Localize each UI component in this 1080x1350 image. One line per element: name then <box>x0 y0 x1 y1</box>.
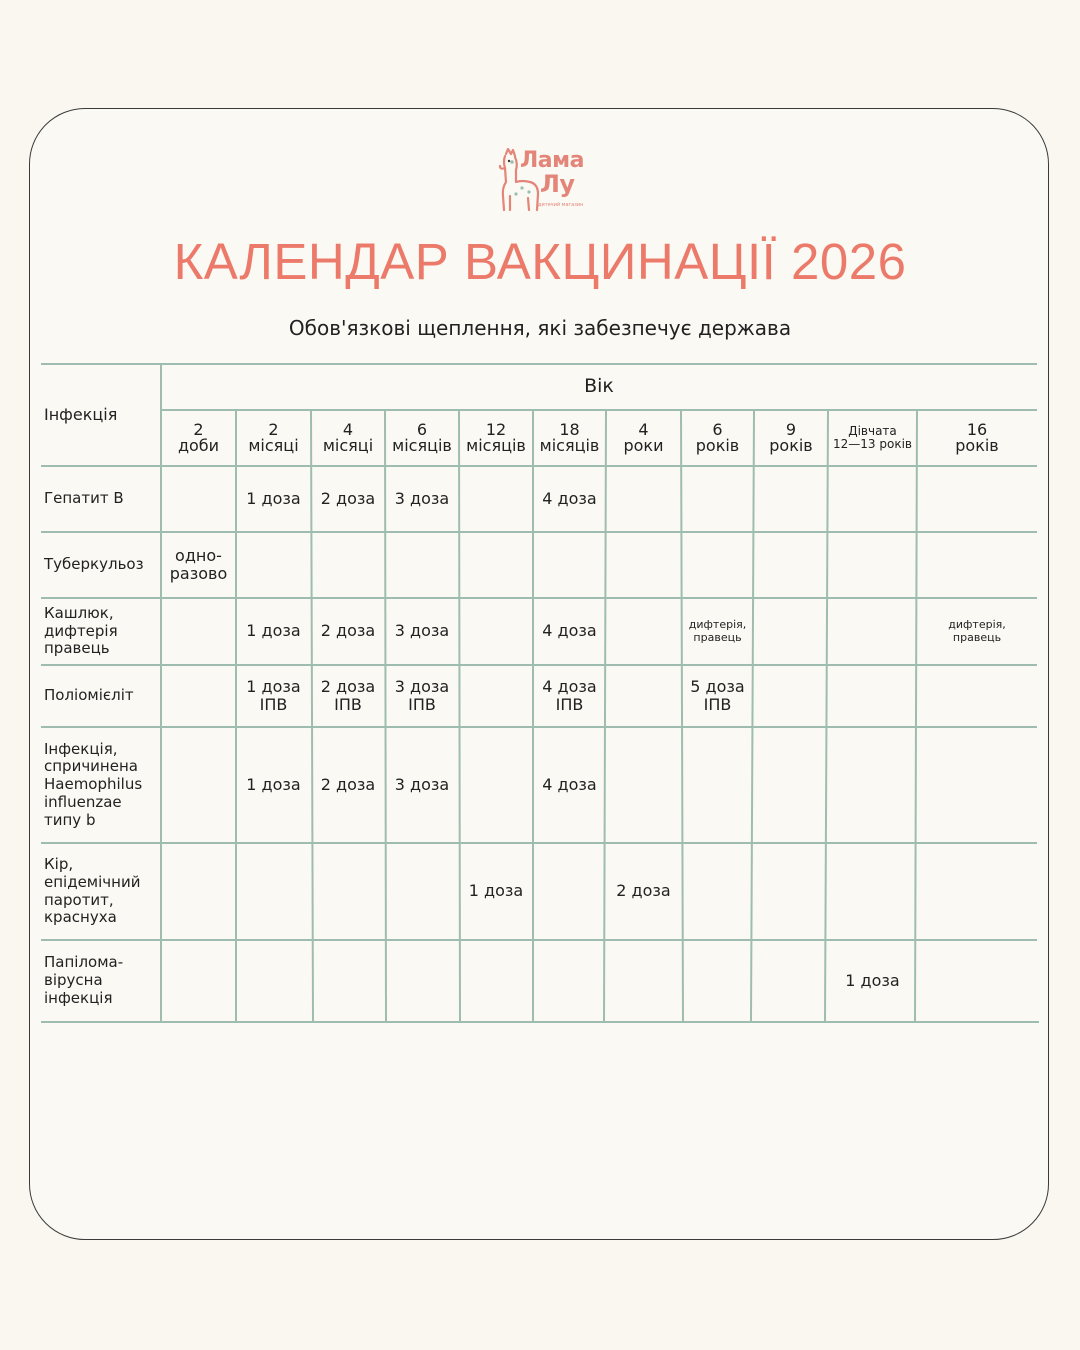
infection-name: Кашлюк, дифтерія правець <box>44 603 118 658</box>
age-header: Вік <box>584 375 614 398</box>
dose-cell <box>917 940 1037 1022</box>
dose-cell <box>681 532 754 598</box>
age-column-header: 12 місяців <box>466 420 526 455</box>
dose-cell: 1 доза <box>246 488 301 508</box>
dose-cell <box>311 532 385 598</box>
dose-cell <box>606 598 681 665</box>
brand-tagline: дитячий магазин <box>538 202 584 208</box>
dose-cell: 2 доза ІПВ <box>320 676 376 714</box>
dose-cell <box>236 843 311 940</box>
dose-cell: 3 доза ІПВ <box>394 676 450 714</box>
dose-cell <box>459 665 533 727</box>
dose-cell <box>385 532 459 598</box>
dose-cell <box>161 598 236 665</box>
page-title: КАЛЕНДАР ВАКЦИНАЦІЇ 2026 <box>173 233 907 290</box>
dose-cell: 2 доза <box>320 488 376 508</box>
dose-cell <box>828 727 917 843</box>
dose-cell: 2 доза <box>616 881 671 901</box>
dose-cell <box>385 940 459 1022</box>
age-column-header: Дівчата 12—13 років <box>833 423 912 451</box>
dose-cell <box>311 843 385 940</box>
brand-name-line1: Лама <box>520 148 584 173</box>
age-column-header: 4 роки <box>623 420 664 455</box>
dose-cell <box>828 598 917 665</box>
dose-cell: 5 доза ІПВ <box>690 676 745 714</box>
dose-cell <box>754 843 828 940</box>
dose-cell <box>606 727 681 843</box>
dose-cell: 3 доза <box>394 621 450 641</box>
dose-cell <box>385 843 459 940</box>
age-column-header: 18 місяців <box>539 420 600 455</box>
dose-cell: 3 доза <box>394 488 450 508</box>
page-subtitle: Обов'язкові щеплення, які забезпечує держава <box>288 316 792 340</box>
dose-cell <box>754 665 828 727</box>
dose-cell <box>459 727 533 843</box>
dose-cell: 4 доза ІПВ <box>542 676 597 714</box>
dose-cell <box>681 843 754 940</box>
dose-cell: дифтерія, правець <box>688 617 747 644</box>
dose-cell: 1 доза <box>468 881 524 901</box>
brand-logo <box>496 146 586 216</box>
dose-cell <box>917 532 1037 598</box>
age-column-header: 6 років <box>695 420 740 455</box>
dose-cell <box>459 598 533 665</box>
dose-cell <box>754 466 828 532</box>
dose-cell <box>311 940 385 1022</box>
dose-cell <box>161 665 236 727</box>
infection-name: Папілома- вірусна інфекція <box>44 953 124 1007</box>
dose-cell <box>459 532 533 598</box>
dose-cell <box>161 843 236 940</box>
infection-name: Інфекція, спричинена Haemophilus influenzae типу b <box>44 739 143 829</box>
dose-cell <box>828 665 917 727</box>
dose-cell <box>828 532 917 598</box>
infection-name: Гепатит В <box>44 489 124 508</box>
dose-cell <box>533 843 606 940</box>
dose-cell: 1 доза <box>845 970 900 990</box>
age-column-header: 9 років <box>769 420 813 455</box>
dose-cell: 2 доза <box>320 621 376 641</box>
dose-cell <box>754 940 828 1022</box>
infection-name: Кір, епідемічний паротит, краснуха <box>44 855 141 927</box>
dose-cell <box>459 466 533 532</box>
dose-cell <box>161 727 236 843</box>
dose-cell: 1 доза <box>246 621 301 641</box>
age-column-header: 2 доби <box>177 420 220 455</box>
dose-cell: одно- разово <box>169 545 228 583</box>
dose-cell <box>236 532 311 598</box>
dose-cell <box>161 940 236 1022</box>
dose-cell <box>161 466 236 532</box>
infection-name: Поліомієліт <box>44 686 134 705</box>
dose-cell <box>606 665 681 727</box>
dose-cell: 4 доза <box>542 488 597 508</box>
dose-cell <box>828 843 917 940</box>
dose-cell: 1 доза <box>246 774 301 794</box>
dose-cell <box>459 940 533 1022</box>
dose-cell: 4 доза <box>542 621 597 641</box>
dose-cell <box>754 727 828 843</box>
dose-cell <box>236 940 311 1022</box>
infection-name: Туберкульоз <box>44 555 144 574</box>
dose-cell: 4 доза <box>542 774 597 794</box>
dose-cell: 3 доза <box>394 774 450 794</box>
dose-cell <box>754 532 828 598</box>
dose-cell <box>681 466 754 532</box>
dose-cell <box>606 532 681 598</box>
age-column-header: 16 років <box>955 420 999 455</box>
dose-cell <box>828 466 917 532</box>
dose-cell <box>533 940 606 1022</box>
age-column-header: 2 місяці <box>248 420 299 455</box>
dose-cell <box>533 532 606 598</box>
infection-column-header: Інфекція <box>44 404 118 424</box>
dose-cell <box>917 466 1037 532</box>
dose-cell <box>681 940 754 1022</box>
dose-cell <box>917 665 1037 727</box>
dose-cell <box>606 466 681 532</box>
dose-cell: 2 доза <box>320 774 376 794</box>
dose-cell <box>606 940 681 1022</box>
dose-cell <box>917 843 1037 940</box>
dose-cell: дифтерія, правець <box>948 617 1006 644</box>
age-column-header: 6 місяців <box>392 420 452 455</box>
dose-cell <box>754 598 828 665</box>
brand-name-line2: Лу <box>540 170 575 198</box>
dose-cell <box>917 727 1037 843</box>
dose-cell <box>681 727 754 843</box>
dose-cell: 1 доза ІПВ <box>246 676 301 714</box>
age-column-header: 4 місяці <box>322 420 374 455</box>
